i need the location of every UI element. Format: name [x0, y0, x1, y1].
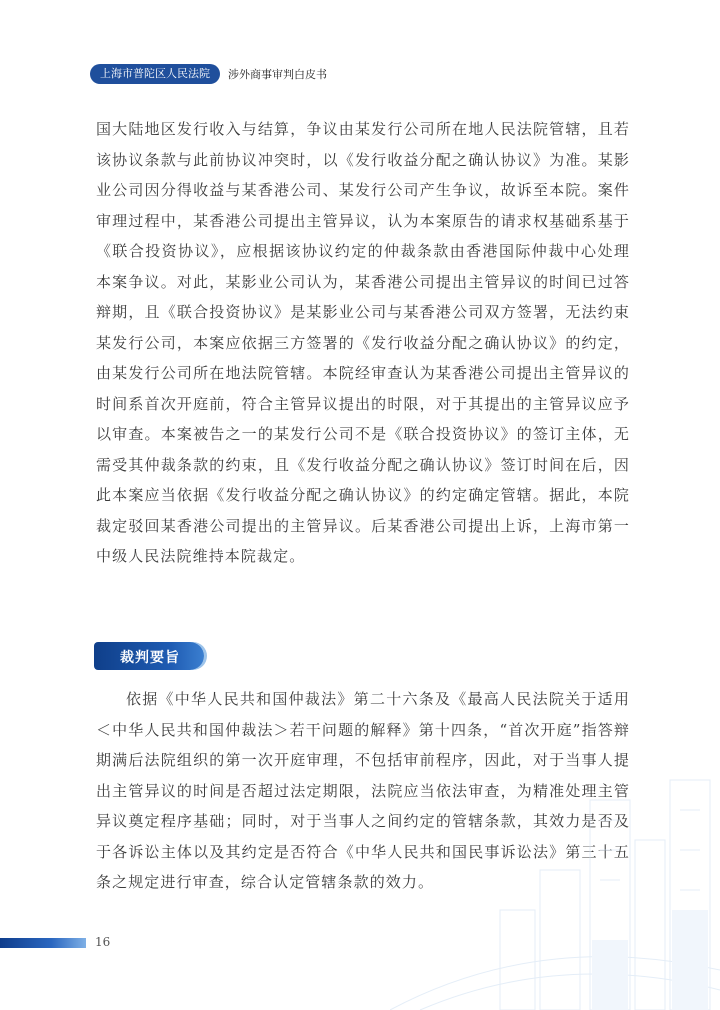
section-heading-label: 裁判要旨: [120, 650, 180, 666]
section-heading: [94, 642, 204, 670]
ruling-gist-paragraph: 依据《中华人民共和国仲裁法》第二十六条及《最高人民法院关于适用＜中华人民共和国仲裁法＞若干问题的解释》第十四条，“首次开庭”指答辩期满后法院组织的第一次开庭审理，不包括审前程序，因此，对于当事人提出主管异议的时间是否超过法定期限，法院应当依法审查，为精准处理主管异议奠定程序基础；同时，对于当事人之间约定的管辖条款，其效力是否及于各诉讼主体以及其约定是否符合《中华人民共和国民事诉讼法》第三十五条之规定进行审查，综合认定管辖条款的效力。: [96, 690, 630, 891]
court-name-badge: 上海市普陀区人民法院: [90, 64, 220, 84]
city-skyline-decoration: [390, 760, 720, 1010]
footer-accent-bar: [0, 938, 86, 948]
page-header: [90, 64, 327, 84]
case-paragraph: 国大陆地区发行收入与结算，争议由某发行公司所在地人民法院管辖，且若该协议条款与此前协议冲突时，以《发行收益分配之确认协议》为准。某影业公司因分得收益与某香港公司、某发行公司产生争议，故诉至本院。案件审理过程中，某香港公司提出主管异议，认为本案原告的请求权基础系基于《联合投资协议》，应根据该协议约定的仲裁条款由香港国际仲裁中心处理本案争议。对此，某影业公司认为，某香港公司提出主管异议的时间已过答辩期，且《联合投资协议》是某影业公司与某香港公司双方签署，无法约束某发行公司，本案应依据三方签署的《发行收益分配之确认协议》的约定，由某发行公司所在地法院管辖。本院经审查认为某香港公司提出主管异议的时间系首次开庭前，符合主管异议提出的时限，对于其提出的主管异议应予以审查。本案被告之一的某发行公司不是《联合投资协议》的签订主体，无需受其仲裁条款的约束，且《发行收益分配之确认协议》签订时间在后，因此本案应当依据《发行收益分配之确认协议》的约定确定管辖。据此，本院裁定驳回某香港公司提出的主管异议。后某香港公司提出上诉，上海市第一中级人民法院维持本院裁定。: [96, 120, 630, 565]
book-title: 涉外商事审判白皮书: [228, 68, 327, 81]
page-number: 16: [95, 935, 111, 949]
